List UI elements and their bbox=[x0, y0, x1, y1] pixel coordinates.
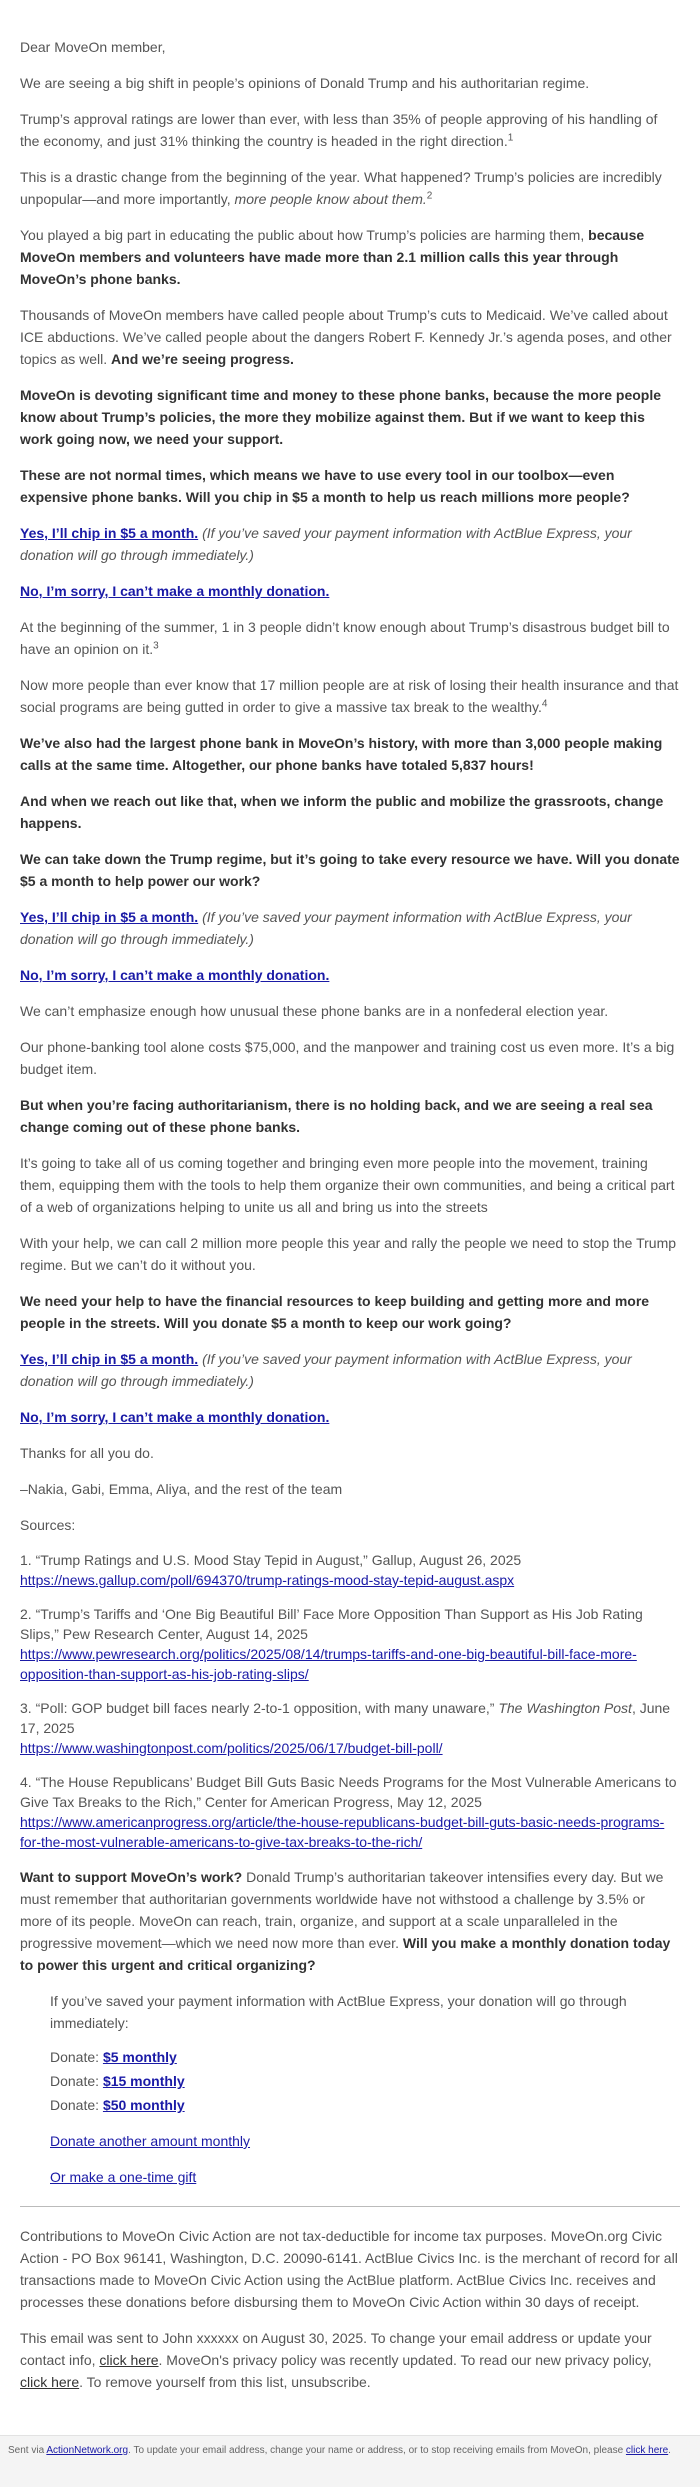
actionnetwork-link[interactable]: ActionNetwork.org bbox=[46, 2445, 129, 2456]
donate-5-monthly-link[interactable]: $5 monthly bbox=[102, 2049, 177, 2065]
paragraph-ask-2: We can take down the Trump regime, but it’s going to take every resource we have. Will you donate $5 a month to help power our work? bbox=[20, 851, 680, 889]
greeting: Dear MoveOn member, bbox=[20, 39, 166, 55]
cta-yes-block-2 bbox=[20, 906, 680, 950]
cta-no-block-1 bbox=[20, 580, 680, 602]
sent-note: This email was sent to John xxxxxx on August 30, 2025. To change your email address or update your contact info, click here. MoveOn's privacy policy was recently updated. To read our new privacy policy, click here. To remove yourself from this list, unsubscribe. bbox=[20, 2330, 652, 2390]
paragraph-calls: You played a big part in educating the public about how Trump’s policies are harming them, because MoveOn members and volunteers have made more than 2.1 million calls this year through MoveOn’s phone banks. bbox=[20, 227, 645, 287]
actblue-note: (If you’ve saved your payment information with ActBlue Express, your donation will go through immediately.) bbox=[20, 909, 632, 947]
cta-no-block-3 bbox=[20, 1406, 680, 1428]
source-item: 1. “Trump Ratings and U.S. Mood Stay Tepid in August,” Gallup, August 26, 2025 https://news.gallup.com/poll/694370/trump-ratings-mood-stay-tepid-august.aspx bbox=[20, 1552, 522, 1588]
source-link[interactable]: https://www.pewresearch.org/politics/2025/08/14/trumps-tariffs-and-one-big-beautiful-bill-face-more-opposition-than-support-as-his-job-rating-slips/ bbox=[20, 1646, 637, 1682]
paragraph-unusual: We can’t emphasize enough how unusual these phone banks are in a nonfederal election year. bbox=[20, 1003, 609, 1019]
footnote-ref: 4 bbox=[541, 698, 548, 710]
donate-intro: If you’ve saved your payment information with ActBlue Express, your donation will go through immediately: bbox=[50, 1993, 627, 2031]
divider bbox=[20, 2206, 680, 2207]
sources-list bbox=[20, 1550, 680, 1852]
privacy-policy-link[interactable]: click here bbox=[20, 2374, 80, 2390]
actblue-note: (If you’ve saved your payment information with ActBlue Express, your donation will go through immediately.) bbox=[20, 525, 632, 563]
thanks: Thanks for all you do. bbox=[20, 1445, 154, 1461]
paragraph-approval: Trump’s approval ratings are lower than ever, with less than 35% of people approving of his handling of the economy, and just 31% thinking the country is headed in the right direction.$^1$ bbox=[20, 111, 658, 149]
paragraph-largest-phonebank: We’ve also had the largest phone bank in MoveOn’s history, with more than 3,000 people making calls at the same time. Altogether, our phone banks have totaled 5,837 hours! bbox=[20, 735, 663, 773]
chip-in-5-link[interactable]: Yes, I’ll chip in $5 a month. bbox=[20, 525, 199, 541]
no-monthly-link[interactable]: No, I’m sorry, I can’t make a monthly donation. bbox=[20, 1409, 330, 1425]
paragraph-two-million: With your help, we can call 2 million more people this year and rally the people we need to stop the Trump regime. But we can’t do it without you. bbox=[20, 1235, 677, 1273]
donate-50-monthly-link[interactable]: $50 monthly bbox=[102, 2097, 185, 2113]
update-contact-link[interactable]: click here bbox=[99, 2352, 159, 2368]
paragraph-budget-bill: At the beginning of the summer, 1 in 3 people didn’t know enough about Trump’s disastrous budget bill to have an opinion on it.$^3$ bbox=[20, 619, 670, 657]
paragraph-sea-change: But when you’re facing authoritarianism, there is no holding back, and we are seeing a real sea change coming out of these phone banks. bbox=[20, 1097, 653, 1135]
paragraph-ask-1: These are not normal times, which means we have to use every tool in our toolbox—even expensive phone banks. Will you chip in $5 a month to help us reach millions more people? bbox=[20, 467, 630, 505]
footnote-ref: 3 bbox=[153, 640, 159, 652]
source-link[interactable]: https://www.americanprogress.org/article/the-house-republicans-budget-bill-guts-basic-needs-programs-for-the-most-vulnerable-americans-to-give-tax-breaks-to-the-rich/ bbox=[20, 1814, 665, 1850]
chip-in-5-link[interactable]: Yes, I’ll chip in $5 a month. bbox=[20, 909, 199, 925]
cta-yes-block-1 bbox=[20, 522, 680, 566]
donate-another-row bbox=[50, 2130, 680, 2152]
paragraph-insurance: Now more people than ever know that 17 million people are at risk of losing their health insurance and that social programs are being gutted in order to give a massive tax break to the wealthy.$^4$ bbox=[20, 677, 679, 715]
disclaimer: Contributions to MoveOn Civic Action are not tax-deductible for income tax purposes. MoveOn.org Civic Action - PO Box 96141, Washington, D.C. 20090-6141. ActBlue Civics Inc. is the merchant of record for all transactions made to MoveOn Civic Action using the ActBlue platform. ActBlue Civics Inc. receives and processes these donations before disbursing them to MoveOn Civic Action within 30 days of receipt. bbox=[20, 2228, 678, 2310]
support-paragraph: Want to support MoveOn’s work? Donald Trump’s authoritarian takeover intensifies every day. But we must remember that authoritarian governments worldwide have not withstood a challenge by 3.5% or more of its people. MoveOn can reach, train, organize, and support at a scale unparalleled in the progressive movement—which we need now more than ever. Will you make a monthly donation today to power this urgent and critical organizing? bbox=[20, 1869, 671, 1973]
no-monthly-link[interactable]: No, I’m sorry, I can’t make a monthly donation. bbox=[20, 583, 330, 599]
paragraph-coming-together: It’s going to take all of us coming together and bringing even more people into the movement, training them, equipping them with the tools to help them organize their own communities, and being a critical part of a web of organizations helping to unite us all and bring us into the streets bbox=[20, 1155, 675, 1215]
chip-in-5-link[interactable]: Yes, I’ll chip in $5 a month. bbox=[20, 1351, 199, 1367]
footer-click-here-link[interactable]: click here bbox=[625, 2445, 669, 2456]
source-item: 2. “Trump’s Tariffs and ‘One Big Beautiful Bill’ Face More Opposition Than Support as His Job Rating Slips,” Pew Research Center, August 14, 2025 https://www.pewresearch.org/politics/2025/08/14/trumps-tariffs-and-one-big-beautiful-bill-face-more-opposition-than-support-as-his-job-rating-slips/ bbox=[20, 1606, 643, 1682]
one-time-row bbox=[50, 2166, 680, 2188]
one-time-gift-link[interactable]: Or make a one-time gift bbox=[50, 2169, 197, 2185]
paragraph-change: This is a drastic change from the beginning of the year. What happened? Trump’s policies are incredibly unpopular—and more importantly, more people know about them.$^2$ bbox=[20, 169, 662, 207]
paragraph-change-happens: And when we reach out like that, when we inform the public and mobilize the grassroots, change happens. bbox=[20, 793, 664, 831]
cta-yes-block-3 bbox=[20, 1348, 680, 1392]
paragraph-costs: Our phone-banking tool alone costs $75,000, and the manpower and training cost us even more. It’s a big budget item. bbox=[20, 1039, 675, 1077]
footnote-ref: 1 bbox=[507, 132, 514, 144]
donate-15-monthly-link[interactable]: $15 monthly bbox=[102, 2073, 185, 2089]
paragraph-ask-3: We need your help to have the financial resources to keep building and getting more and more people in the streets. Will you donate $5 a month to keep our work going? bbox=[20, 1293, 650, 1331]
source-link[interactable]: https://www.washingtonpost.com/politics/2025/06/17/budget-bill-poll/ bbox=[20, 1740, 443, 1756]
source-link[interactable]: https://news.gallup.com/poll/694370/trump-ratings-mood-stay-tepid-august.aspx bbox=[20, 1572, 515, 1588]
paragraph-shift: We are seeing a big shift in people’s opinions of Donald Trump and his authoritarian regime. bbox=[20, 75, 590, 91]
paragraph-devoting: MoveOn is devoting significant time and money to these phone banks, because the more people know about Trump’s policies, the more they mobilize against them. But if we want to keep this work going now, we need your support. bbox=[20, 387, 662, 447]
source-item: 3. “Poll: GOP budget bill faces nearly 2-to-1 opposition, with many unaware,” The Washington Post, June 17, 2025 https://www.washingtonpost.com/politics/2025/06/17/budget-bill-poll/ bbox=[20, 1700, 671, 1756]
donate-box bbox=[20, 1990, 680, 2188]
sources-heading: Sources: bbox=[20, 1517, 76, 1533]
donate-another-amount-link[interactable]: Donate another amount monthly bbox=[50, 2133, 251, 2149]
email-footer: Sent via ActionNetwork.org. To update your email address, change your name or address, or to stop receiving emails from MoveOn, please click here. bbox=[0, 2435, 700, 2487]
donate-row: Donate: $50 monthly bbox=[50, 2097, 185, 2113]
paragraph-topics: Thousands of MoveOn members have called people about Trump’s cuts to Medicaid. We’ve called about ICE abductions. We’ve called people about the dangers Robert F. Kennedy Jr.’s agenda poses, and other topics as well. And we’re seeing progress. bbox=[20, 307, 672, 367]
signoff: –Nakia, Gabi, Emma, Aliya, and the rest of the team bbox=[20, 1481, 343, 1497]
footnote-ref: 2 bbox=[426, 190, 433, 202]
source-item: 4. “The House Republicans’ Budget Bill Guts Basic Needs Programs for the Most Vulnerable Americans to Give Tax Breaks to the Rich,” Center for American Progress, May 12, 2025 https://www.americanprogress.org/article/the-house-republicans-budget-bill-guts-basic-needs-programs-for-the-most-vulnerable-americans-to-give-tax-breaks-to-the-rich/ bbox=[20, 1774, 677, 1850]
actblue-note: (If you’ve saved your payment information with ActBlue Express, your donation will go through immediately.) bbox=[20, 1351, 632, 1389]
no-monthly-link[interactable]: No, I’m sorry, I can’t make a monthly donation. bbox=[20, 967, 330, 983]
cta-no-block-2 bbox=[20, 964, 680, 986]
donate-row: Donate: $5 monthly bbox=[50, 2049, 177, 2065]
donate-row: Donate: $15 monthly bbox=[50, 2073, 185, 2089]
